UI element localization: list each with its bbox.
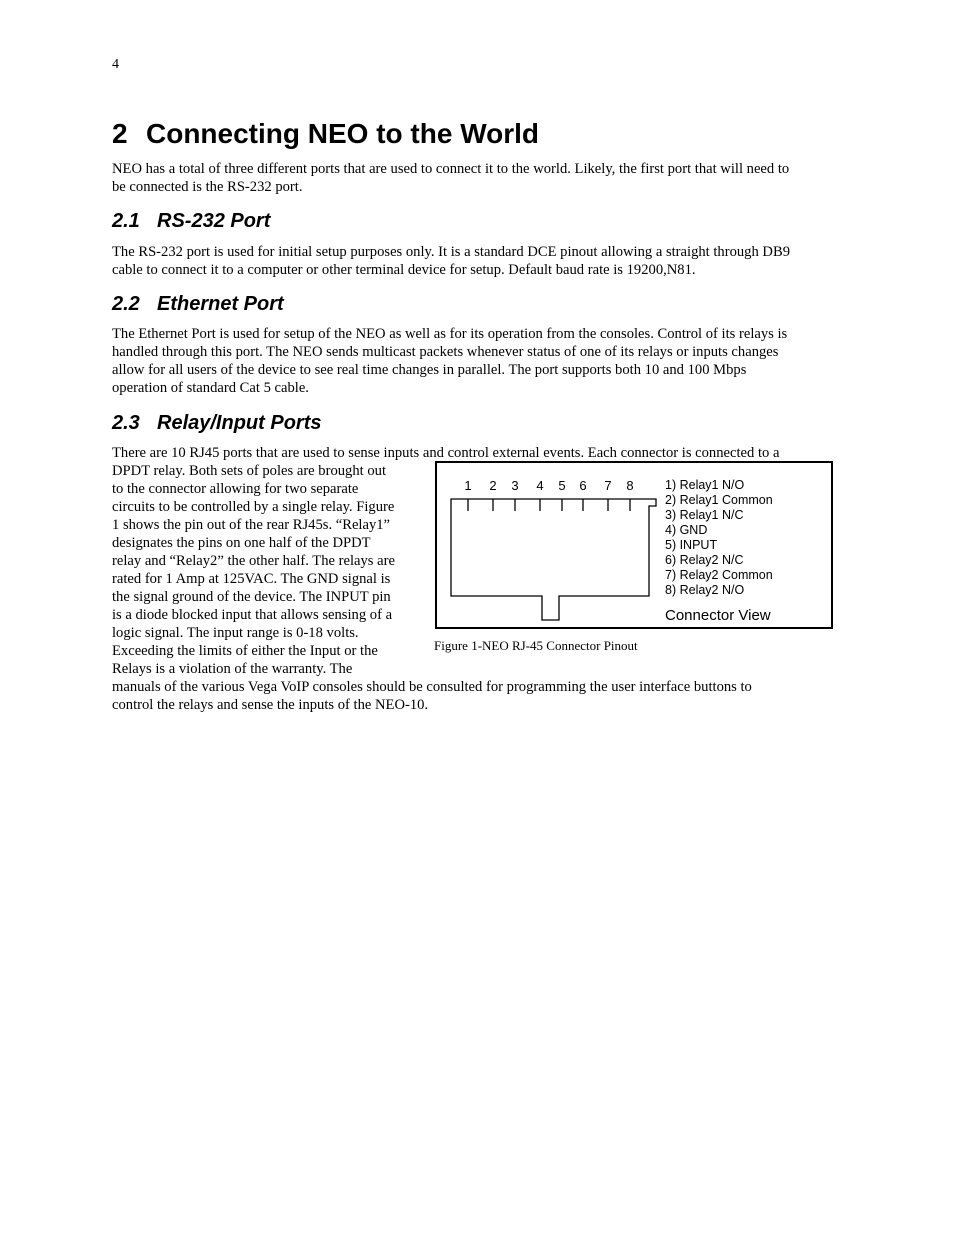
text-line: operation of standard Cat 5 cable.	[112, 380, 309, 396]
section-number: 2.3	[112, 412, 140, 434]
text-line: allow for all users of the device to see real time changes in parallel. The port supports both 10 and 100 Mbps	[112, 362, 747, 378]
pin-number-label: 6	[579, 478, 587, 493]
section-heading-rs232	[112, 208, 270, 234]
text-line: handled through this port. The NEO sends multicast packets whenever status of one of its relays or inputs changes	[112, 344, 779, 360]
text-line: DPDT relay. Both sets of poles are brought out	[112, 463, 386, 479]
chapter-heading	[112, 116, 539, 152]
text-line: cable to connect it to a computer or other terminal device for setup. Default baud rate is 19200,N81.	[112, 262, 696, 278]
pin-number-label: 5	[558, 478, 566, 493]
connector-pinout-figure	[435, 461, 833, 629]
text-line: designates the pins on one half of the DPDT	[112, 535, 371, 551]
rs232-paragraph	[112, 243, 847, 279]
chapter-title: Connecting NEO to the World	[146, 118, 540, 149]
section-number: 2.2	[112, 293, 140, 315]
text-line: Relays is a violation of the warranty. The	[112, 661, 353, 677]
text-line: The Ethernet Port is used for setup of the NEO as well as for its operation from the consoles. Control of its relays is	[112, 326, 788, 342]
section-title: RS-232 Port	[157, 210, 271, 232]
text-line: circuits to be controlled by a single relay. Figure	[112, 499, 395, 515]
legend-item: 2) Relay1 Common	[665, 493, 773, 507]
chapter-number: 2	[112, 118, 128, 149]
text-line: Exceeding the limits of either the Input or the	[112, 643, 378, 659]
text-line: to the connector allowing for two separate	[112, 481, 359, 497]
legend-item: 4) GND	[665, 523, 708, 537]
text-line: relay and “Relay2” the other half. The relays are	[112, 553, 395, 569]
text-line: rated for 1 Amp at 125VAC. The GND signal is	[112, 571, 391, 587]
legend-item: 6) Relay2 N/C	[665, 553, 744, 567]
section-title: Ethernet Port	[157, 293, 284, 315]
legend-item: 1) Relay1 N/O	[665, 478, 745, 492]
text-line: 1 shows the pin out of the rear RJ45s. “Relay1”	[112, 517, 391, 533]
text-line: The RS-232 port is used for initial setup purposes only. It is a standard DCE pinout allowing a straight through DB9	[112, 244, 790, 260]
pin-legend	[665, 478, 773, 598]
legend-item: 7) Relay2 Common	[665, 568, 773, 582]
section-title: Relay/Input Ports	[157, 412, 322, 434]
rj45-connector-outline	[451, 499, 656, 620]
text-line: be connected is the RS-232 port.	[112, 179, 303, 195]
section-heading-relay	[112, 410, 321, 436]
relay-paragraph-end	[112, 678, 847, 714]
pin-contacts	[468, 499, 630, 511]
legend-item: 3) Relay1 N/C	[665, 508, 744, 522]
pin-number-label: 1	[464, 478, 472, 493]
text-line: is a diode blocked input that allows sensing of a	[112, 607, 393, 623]
text-line: There are 10 RJ45 ports that are used to sense inputs and control external events. Each connector is connected to a	[112, 445, 780, 461]
section-heading-ethernet	[112, 291, 284, 317]
page-number: 4	[112, 57, 119, 72]
text-line: the signal ground of the device. The INPUT pin	[112, 589, 391, 605]
text-line: logic signal. The input range is 0-18 volts.	[112, 625, 359, 641]
pin-number-label: 8	[626, 478, 634, 493]
pin-number-label: 3	[511, 478, 519, 493]
figure-caption: Figure 1-NEO RJ-45 Connector Pinout	[434, 638, 638, 653]
legend-item: 5) INPUT	[665, 538, 718, 552]
pin-number-label: 7	[604, 478, 612, 493]
relay-paragraph-first-line	[112, 444, 847, 462]
relay-paragraph-wrap	[112, 462, 427, 678]
text-line: NEO has a total of three different ports that are used to connect it to the world. Likely, the first port that will need to	[112, 161, 790, 177]
intro-paragraph	[112, 160, 847, 196]
pin-number-label: 2	[489, 478, 497, 493]
section-number: 2.1	[112, 210, 140, 232]
text-line: control the relays and sense the inputs of the NEO-10.	[112, 697, 429, 713]
text-line: manuals of the various Vega VoIP consoles should be consulted for programming the user interface buttons to	[112, 679, 752, 695]
ethernet-paragraph	[112, 325, 847, 397]
pin-number-label: 4	[536, 478, 544, 493]
legend-item: 8) Relay2 N/O	[665, 583, 745, 597]
connector-view-label: Connector View	[665, 607, 771, 624]
